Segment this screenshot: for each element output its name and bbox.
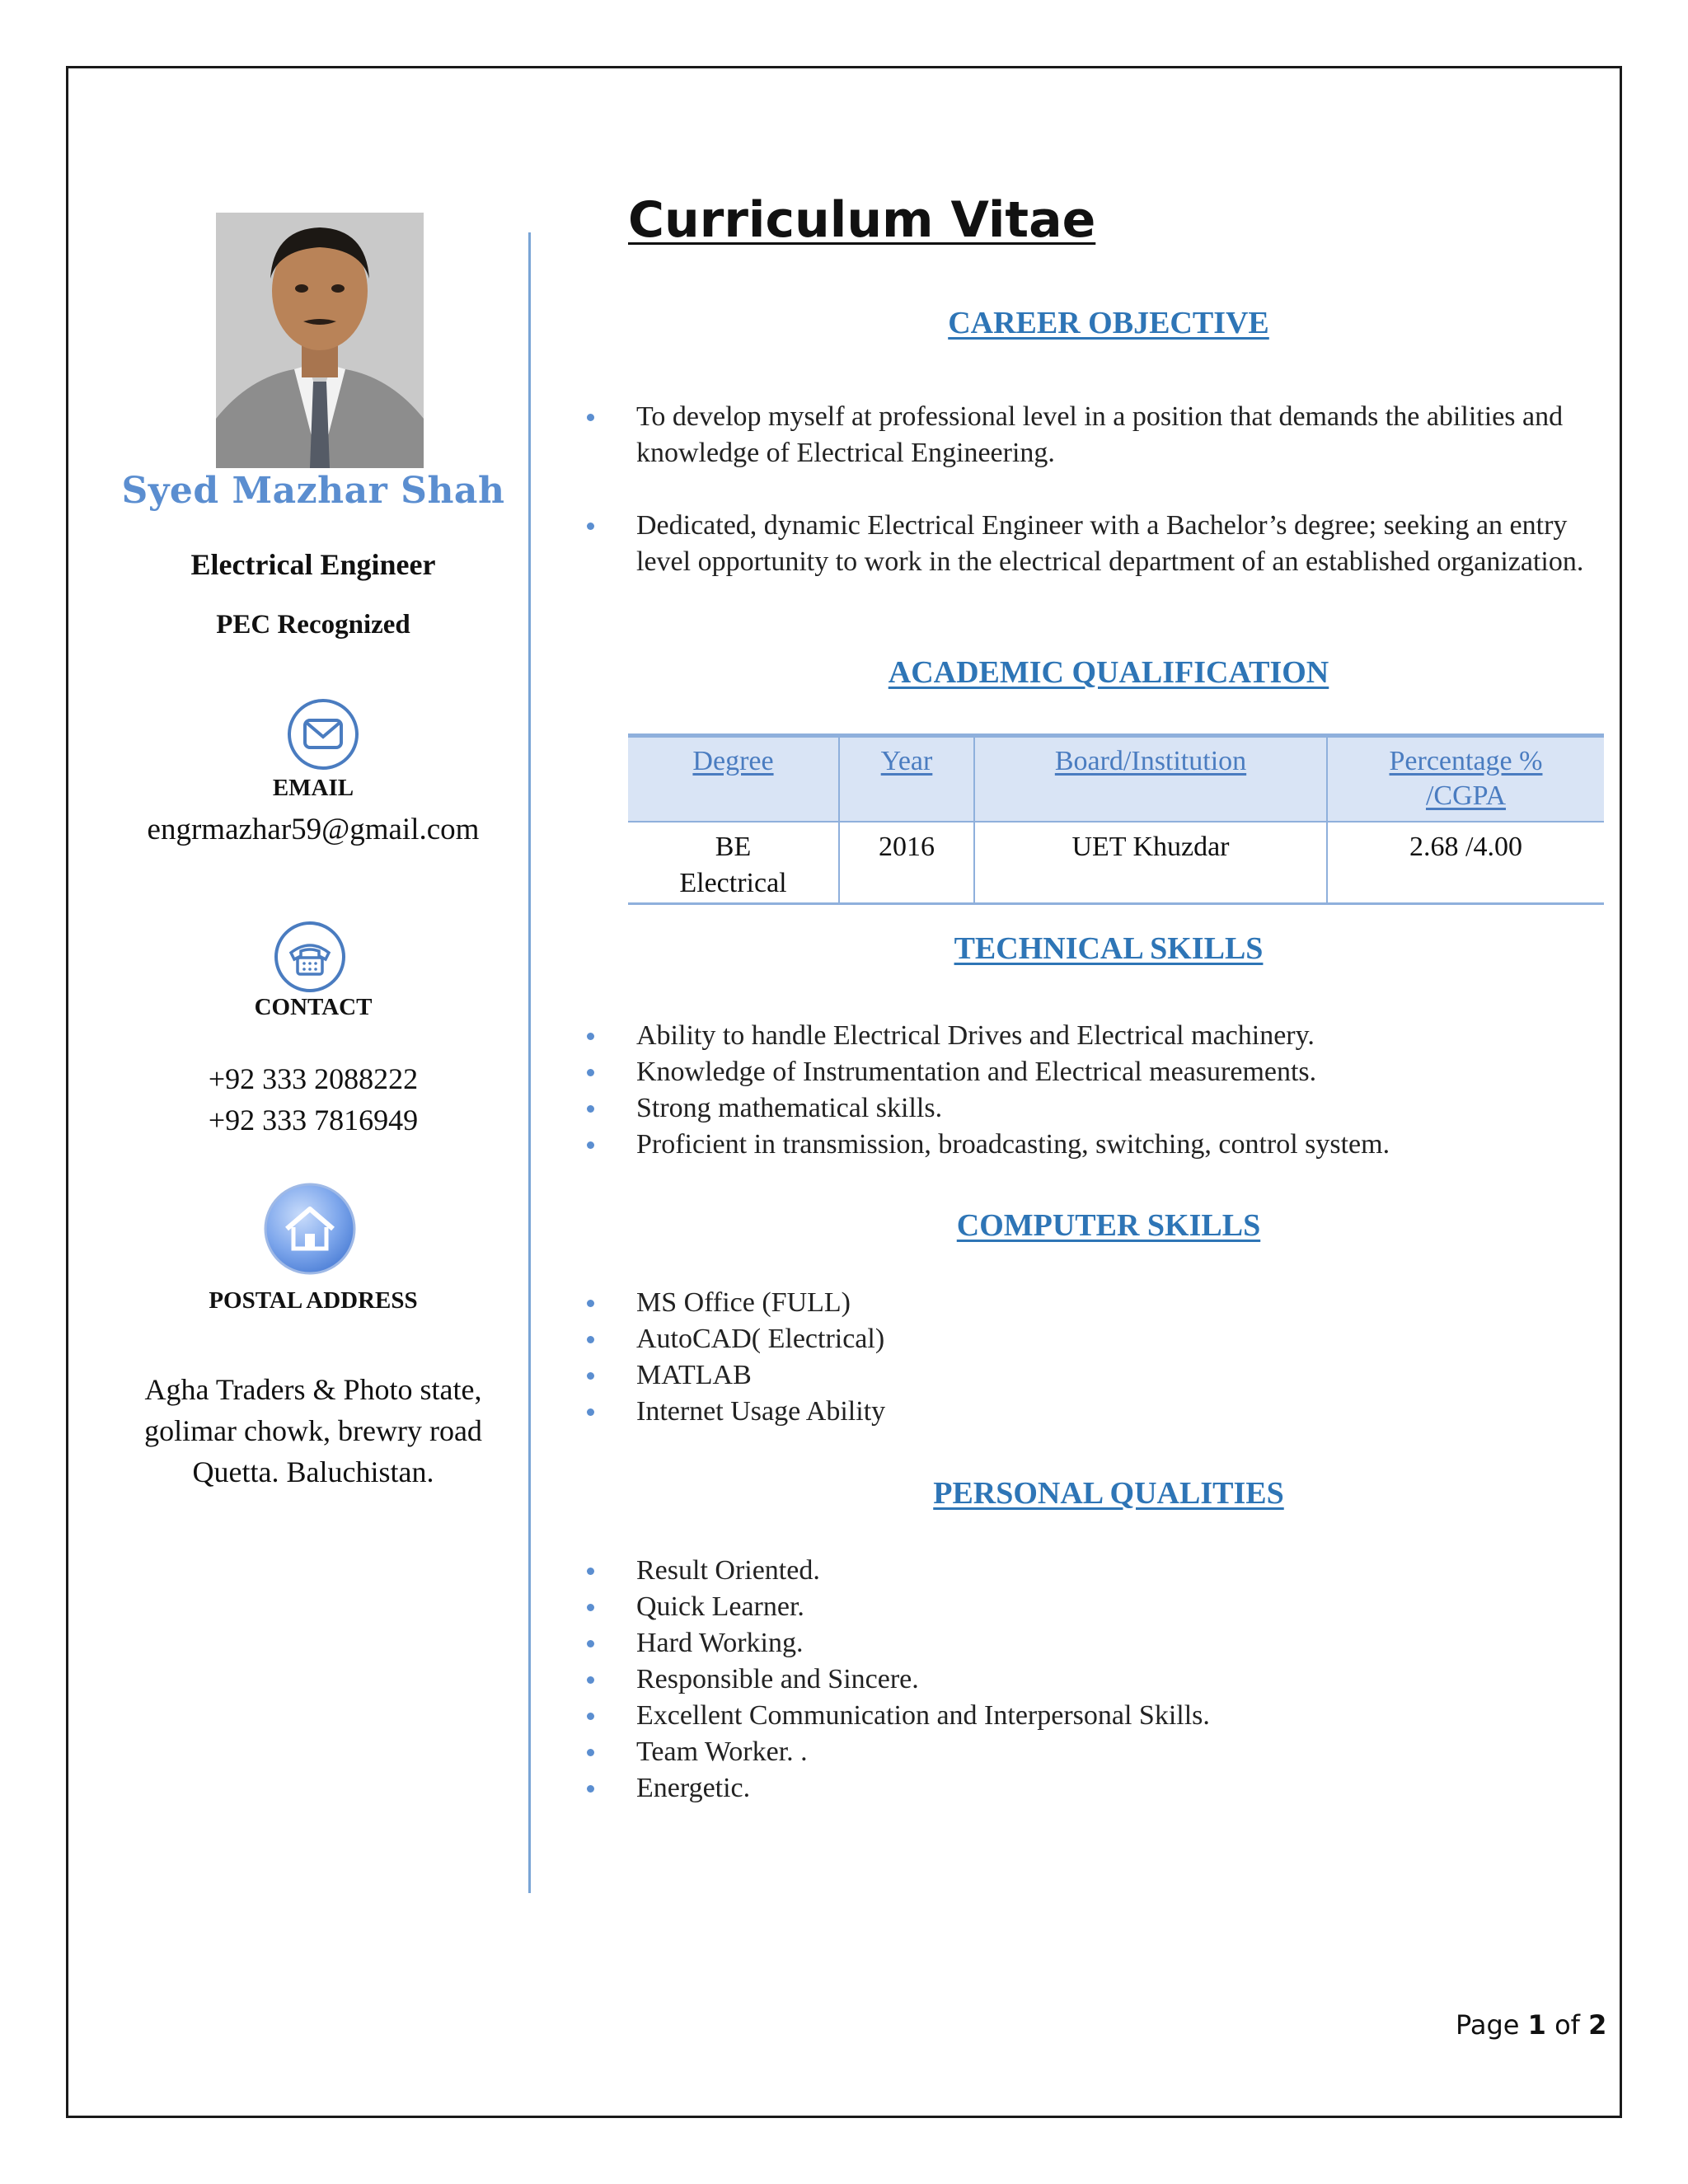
- column-header: Year: [839, 736, 974, 823]
- list-item: Excellent Communication and Interpersonal Skills.: [577, 1698, 1615, 1734]
- envelope-icon: [286, 697, 360, 776]
- column-divider: [528, 232, 531, 1893]
- table-cell: UET Khuzdar: [974, 822, 1327, 904]
- candidate-role: Electrical Engineer: [190, 548, 436, 581]
- address-line: golimar chowk, brewry road: [144, 1414, 482, 1447]
- email-label: EMAIL: [272, 775, 354, 801]
- list-item: AutoCAD( Electrical): [577, 1321, 1615, 1357]
- career-objective-list: [577, 399, 1615, 580]
- contact-label: CONTACT: [254, 994, 373, 1020]
- technical-skills-heading: TECHNICAL SKILLS: [954, 931, 1264, 966]
- phone-number[interactable]: +92 333 7816949: [208, 1104, 419, 1137]
- address-line: Agha Traders & Photo state,: [144, 1373, 482, 1406]
- email-value[interactable]: engrmazhar59@gmail.com: [147, 813, 480, 846]
- list-item: Result Oriented.: [577, 1553, 1615, 1589]
- list-item: Quick Learner.: [577, 1589, 1615, 1625]
- of-word: of: [1554, 2009, 1580, 2041]
- phone-number[interactable]: +92 333 2088222: [208, 1062, 419, 1095]
- table-header-row: [628, 736, 1604, 823]
- list-item: To develop myself at professional level in a position that demands the abilities and knowledge of Electrical Engineering.: [577, 399, 1615, 471]
- table-cell: 2.68 /4.00: [1327, 822, 1604, 904]
- personal-qualities-list: [577, 1553, 1615, 1807]
- computer-skills-heading: COMPUTER SKILLS: [956, 1208, 1261, 1243]
- list-item: Energetic.: [577, 1770, 1615, 1807]
- current-page: 1: [1527, 2009, 1546, 2041]
- list-item: Hard Working.: [577, 1625, 1615, 1661]
- recognition-label: PEC Recognized: [216, 610, 410, 640]
- career-objective-heading: CAREER OBJECTIVE: [948, 306, 1269, 340]
- list-item: Dedicated, dynamic Electrical Engineer with a Bachelor’s degree; seeking an entry level opportunity to work in the electrical department of an established organization.: [577, 508, 1615, 580]
- list-item: Responsible and Sincere.: [577, 1661, 1615, 1698]
- telephone-icon: [273, 920, 347, 998]
- list-item: MS Office (FULL): [577, 1285, 1615, 1321]
- list-item: Internet Usage Ability: [577, 1394, 1615, 1430]
- profile-photo: [216, 213, 424, 468]
- total-pages: 2: [1588, 2009, 1607, 2041]
- column-header: Percentage % /CGPA: [1327, 736, 1604, 823]
- table-row: [628, 822, 1604, 904]
- page-number: [1456, 2009, 1606, 2041]
- table-cell: BE Electrical: [628, 822, 839, 904]
- list-item: Strong mathematical skills.: [577, 1090, 1615, 1127]
- address-line: Quetta. Baluchistan.: [192, 1455, 434, 1488]
- document-title: Curriculum Vitae: [628, 191, 1096, 249]
- table-cell: 2016: [839, 822, 974, 904]
- list-item: MATLAB: [577, 1357, 1615, 1394]
- page-word: Page: [1456, 2009, 1520, 2041]
- list-item: Ability to handle Electrical Drives and Electrical machinery.: [577, 1018, 1615, 1054]
- column-header: Board/Institution: [974, 736, 1327, 823]
- list-item: Knowledge of Instrumentation and Electrical measurements.: [577, 1054, 1615, 1090]
- personal-qualities-heading: PERSONAL QUALITIES: [933, 1476, 1284, 1511]
- academic-qualification-heading: ACADEMIC QUALIFICATION: [888, 655, 1329, 690]
- list-item: Team Worker. .: [577, 1734, 1615, 1770]
- list-item: Proficient in transmission, broadcasting, switching, control system.: [577, 1127, 1615, 1163]
- house-icon: [262, 1181, 358, 1281]
- postal-address-label: POSTAL ADDRESS: [209, 1287, 418, 1314]
- candidate-name: Syed Mazhar Shah: [121, 470, 505, 512]
- technical-skills-list: [577, 1018, 1615, 1163]
- computer-skills-list: [577, 1285, 1615, 1430]
- column-header: Degree: [628, 736, 839, 823]
- academic-table: [628, 733, 1604, 905]
